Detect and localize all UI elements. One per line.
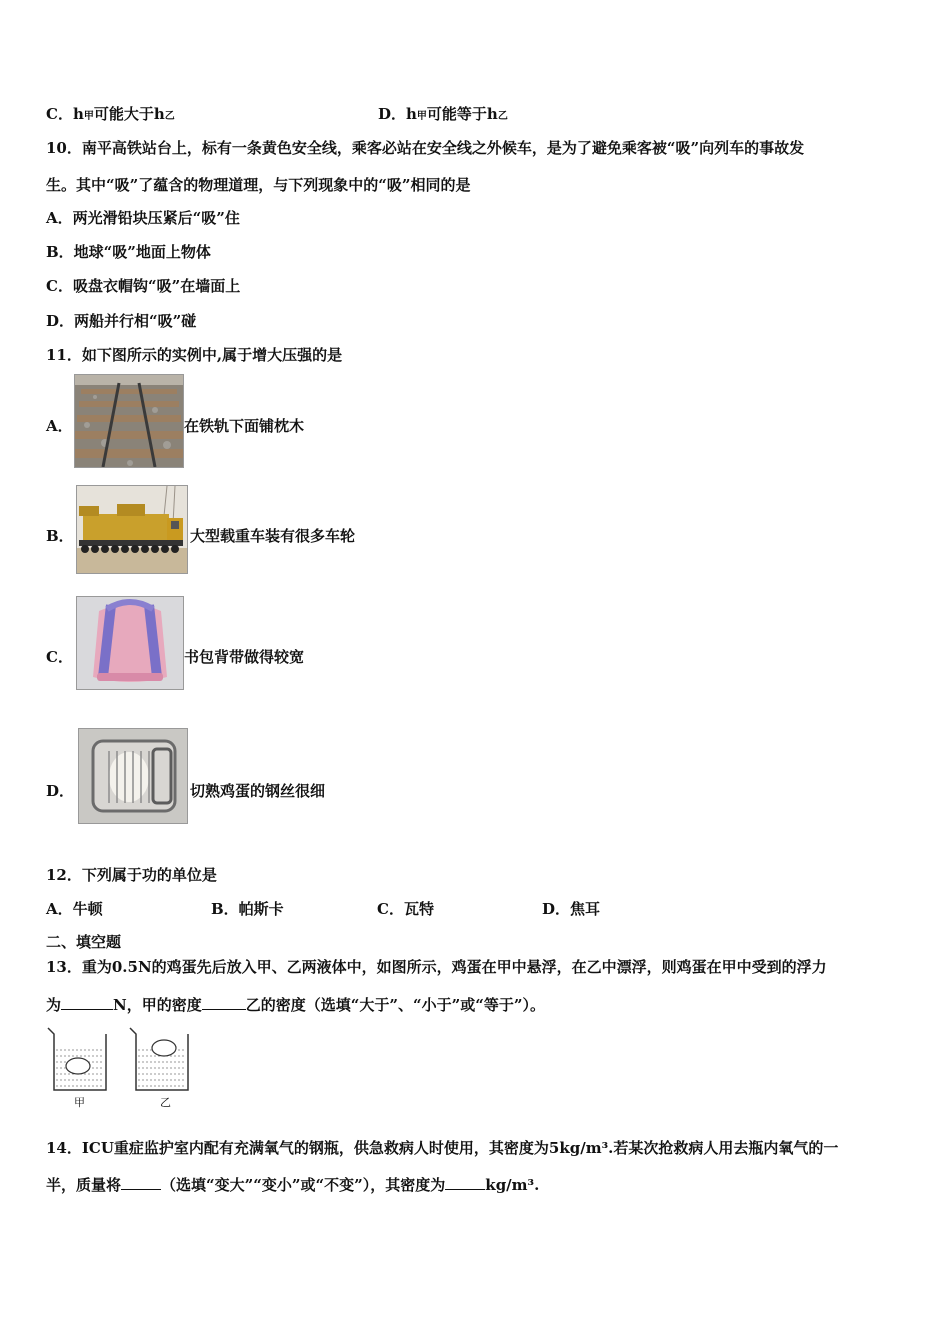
q11-option-a-letter: A． [46,417,73,435]
beaker-label-jia: 甲 [74,1096,85,1109]
q12-stem: 12．下列属于功的单位是 [46,866,217,884]
q11-option-b-letter: B． [46,527,74,545]
heavy-truck-image [76,485,188,574]
q11-option-b-text: 大型载重车装有很多车轮 [190,527,356,545]
railway-sleepers-image [74,374,184,468]
q10-option-d: D．两船并行相“吸”碰 [46,312,197,330]
q10-stem-line1: 10．南平高铁站台上，标有一条黄色安全线，乘客必站在安全线之外候车，是为了避免乘客被“吸”向列车的事故发 [46,139,805,157]
q11-option-d-text: 切熟鸡蛋的钢丝很细 [190,782,326,800]
q13-blank-buoyancy[interactable] [61,995,113,1010]
q11-option-c-letter: C． [46,648,73,666]
q12-option-c: C．瓦特 [377,900,434,918]
q10-option-c: C．吸盘衣帽钩“吸”在墙面上 [46,277,241,295]
q10-option-b: B．地球“吸”地面上物体 [46,243,211,261]
q11-stem: 11．如下图所示的实例中,属于增大压强的是 [46,346,343,364]
q11-option-c-text: 书包背带做得较宽 [184,648,305,666]
q12-option-b: B．帕斯卡 [211,900,284,918]
q14-stem-line1: 14．ICU重症监护室内配有充满氧气的钢瓶，供急救病人时使用，其密度为5kg/m³.若某次抢救病人用去瓶内氧气的一 [46,1139,839,1157]
q14-blank-density[interactable] [445,1175,485,1190]
q13-blank-density[interactable] [202,995,246,1010]
q9-option-d: D．h甲可能等于h乙 [378,105,508,123]
q10-stem-line2: 生。其中“吸”了蕴含的物理道理，与下列现象中的“吸”相同的是 [46,176,471,194]
beaker-label-yi: 乙 [160,1096,171,1109]
q12-option-a: A．牛顿 [46,900,103,918]
q12-option-d: D．焦耳 [542,900,601,918]
q10-option-a: A．两光滑铅块压紧后“吸”住 [46,209,240,227]
q14-stem-line2: 半，质量将 （选填“变大”“变小”或“不变”），其密度为 kg/m³. [46,1176,540,1194]
backpack-image [76,596,184,690]
q9-option-c: C．h甲可能大于h乙 [46,105,175,123]
q11-option-d-letter: D． [46,782,75,800]
q13-stem-line2: 为 N，甲的密度 乙的密度（选填“大于”、“小于”或“等于”）。 [46,996,546,1014]
section-heading-fill-blank: 二、填空题 [46,933,122,951]
beakers-diagram [46,1024,196,1112]
q14-blank-mass[interactable] [121,1175,161,1190]
egg-slicer-image [78,728,188,824]
q13-stem-line1: 13．重为0.5N的鸡蛋先后放入甲、乙两液体中，如图所示，鸡蛋在甲中悬浮，在乙中漂浮，则鸡蛋在甲中受到的浮力 [46,958,827,976]
q11-option-a-text: 在铁轨下面铺枕木 [184,417,305,435]
